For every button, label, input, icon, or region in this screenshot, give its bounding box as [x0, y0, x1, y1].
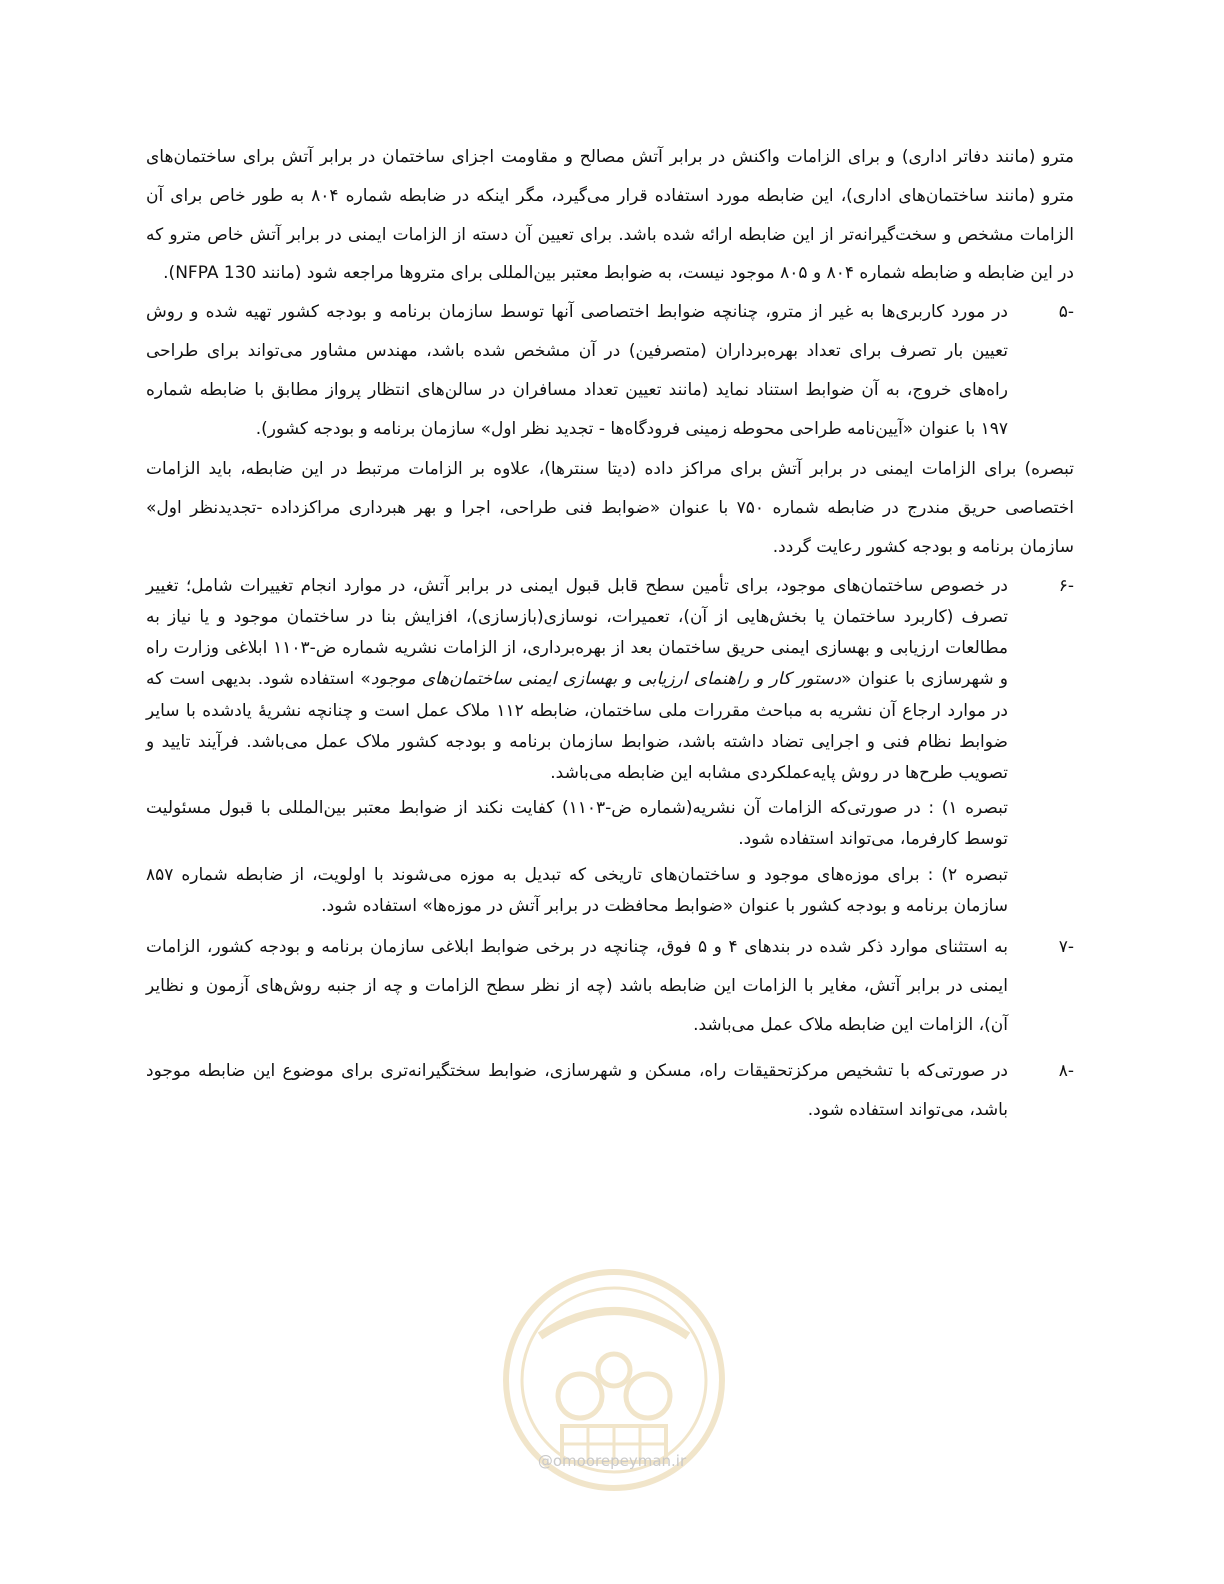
note-1: تبصره ۱) : در صورتی‌که الزامات آن نشریه(شماره ض-۱۱۰۳) کفایت نکند از ضوابط معتبر بین‌المللی با قبول مسئولیت توسط کارفرما، می‌تواند استفاده شود. — [146, 798, 1008, 850]
intro-paragraph: مترو (مانند دفاتر اداری) و برای الزامات واکنش در برابر آتش مصالح و مقاومت اجزای ساختمان در برابر آتش برای ساختمان‌های مترو (مانند ساختمان‌های اداری)، این ضابطه مورد استفاده قرار می‌گیرد، مگر اینکه در ضابطه شماره ۸۰۴ به طور خاص برای آن الزامات مشخص و سخت‌گیرانه‌تر از این ضابطه ارائه شده باشد. برای تعیین آن دسته از الزامات ایمنی در برابر آتش خاص مترو که در این ضابطه و ضابطه شماره ۸۰۴ و ۸۰۵ موجود نیست، به ضوابط معتبر بین‌المللی برای متروها مراجعه شود (مانند NFPA 130). — [146, 147, 1074, 284]
item-text: در مورد کاربری‌ها به غیر از مترو، چنانچه ضوابط اختصاصی آنها توسط سازمان برنامه و بودجه کشور تهیه شده و روش تعیین بار تصرف برای تعداد بهره‌برداران (متصرفین) در آن مشخص شده باشد، مهندس مشاور می‌تواند برای طراحی راه‌های خروج، به آن ضوابط استناد نماید (مانند تعیین تعداد مسافران در سالن‌های انتظار پرواز مطابق با ضابطه شماره ۱۹۷ با عنوان «آیین‌نامه طراحی محوطه زمینی فرودگاه‌ها - تجدید نظر اول» سازمان برنامه و بودجه کشور). — [146, 302, 1008, 439]
list-item-5 — [146, 293, 1074, 448]
item-text-part1: در خصوص ساختمان‌های موجود، برای تأمین سطح قابل قبول ایمنی در برابر آتش، در موارد انجام تغییرات شامل؛ تغییر تصرف (کاربرد ساختمان یا بخش‌هایی از آن)، تعمیرات، نوسازی(بازسازی)، افزایش بنا در ساختمان موجود و یا نیاز به مطالعات ارزیابی و بهسازی ایمنی حریق ساختمان بعد از بهره‌برداری، از الزامات نشریه شماره ض-۱۱۰۳ ابلاغی وزارت راه و شهرسازی با عنوان « — [146, 575, 1008, 690]
item-number: -۷ — [1058, 937, 1074, 957]
item-text-part2: » استفاده شود. بدیهی است که در موارد ارجاع آن نشریه به مباحث مقررات ملی ساختمان، ضابطه ۱۱۲ ملاک عمل است و چنانچه نشریهٔ یادشده با سایر ضوابط نظام فنی و اجرایی تضاد داشته باشد، ضوابط سازمان برنامه و بودجه کشور ملاک عمل می‌باشد. فرآیند تایید و تصویب طرح‌ها در روش پایه‌عملکردی مشابه این ضابطه می‌باشد. — [146, 669, 1009, 783]
item-text: به استثنای موارد ذکر شده در بندهای ۴ و ۵ فوق، چنانچه در برخی ضوابط ابلاغی سازمان برنامه و بودجه کشور، الزامات ایمنی در برابر آتش، مغایر با الزامات این ضابطه باشد (چه از نظر سطح الزامات و چه از جنبه روش‌های آزمون و نظایر آن)، الزامات این ضابطه ملاک عمل می‌باشد. — [146, 937, 1008, 1035]
item-number: -۵ — [1058, 302, 1074, 323]
item-number: -۶ — [1058, 575, 1074, 596]
publication-title: دستور کار و راهنمای ارزیابی و بهسازی ایمنی ساختمان‌های موجود — [370, 669, 842, 690]
note-datacenter — [146, 450, 1074, 566]
item-number: -۸ — [1058, 1061, 1074, 1082]
note-text: تبصره) برای الزامات ایمنی در برابر آتش برای مراکز داده (دیتا سنترها)، علاوه بر الزامات مرتبط در این ضابطه، باید الزامات اختصاصی حریق مندرج در ضابطه شماره ۷۵۰ با عنوان «ضوابط فنی طراحی، اجرا و بهر هبرداری مراکزداده -تجدیدنظر اول» سازمان برنامه و بودجه کشور رعایت گردد. — [146, 459, 1074, 557]
note-2: تبصره ۲) : برای موزه‌های موجود و ساختمان‌های تاریخی که تبدیل به موزه می‌شوند با اولویت، از ضابطه شماره ۸۵۷ سازمان برنامه و بودجه کشور با عنوان «ضوابط محافظت در برابر آتش در موزه‌ها» استفاده شود. — [146, 864, 1009, 916]
list-item-7 — [146, 928, 1074, 1044]
list-item-8 — [146, 1052, 1074, 1130]
item-text: در صورتی‌که با تشخیص مرکزتحقیقات راه، مسکن و شهرسازی، ضوابط سختگیرانه‌تری برای موضوع این ضابطه موجود باشد، می‌تواند استفاده شود. — [146, 1061, 1008, 1121]
watermark-site: @omoorepeyman.ir — [537, 1452, 687, 1470]
list-item-6 — [146, 571, 1074, 922]
document-body — [146, 138, 1074, 1130]
